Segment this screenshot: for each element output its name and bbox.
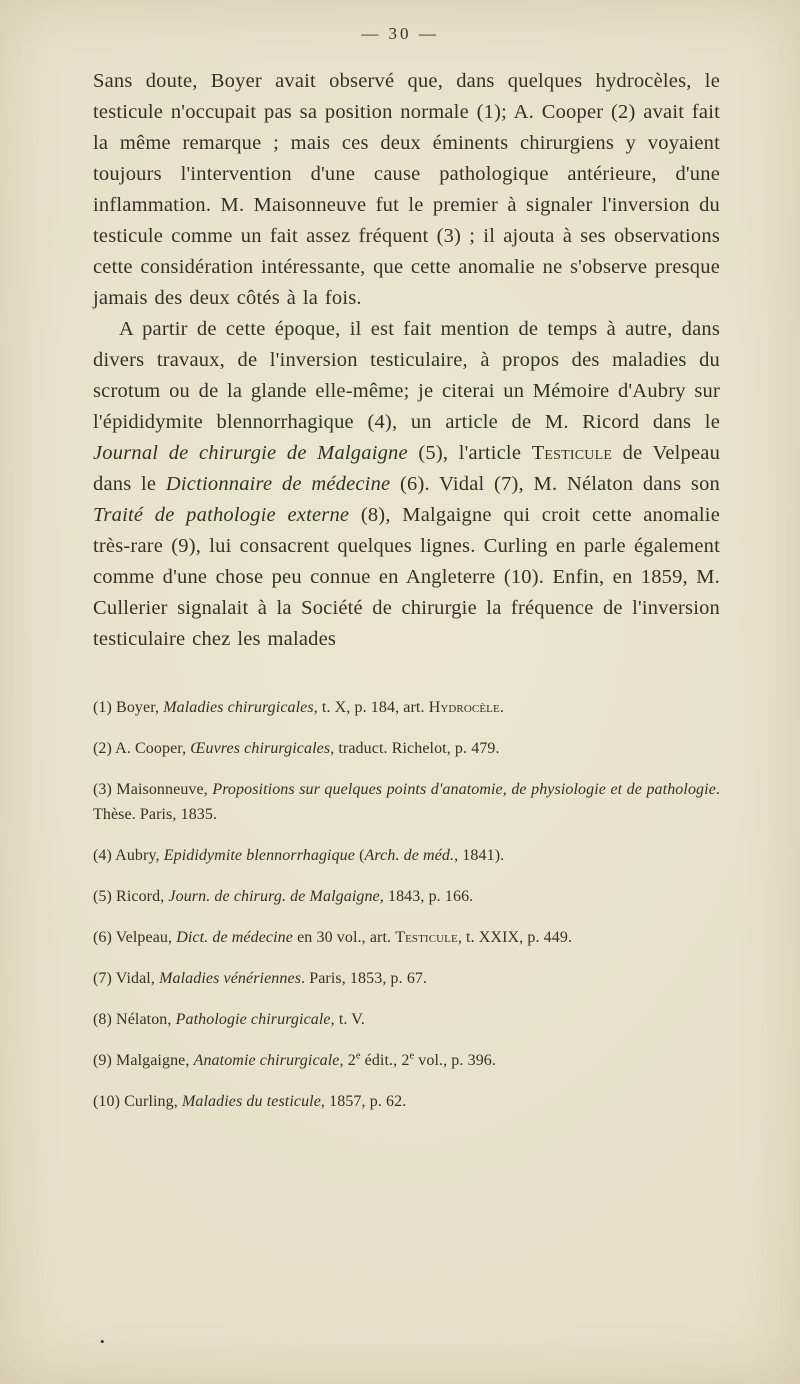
text-run: (1) Boyer, [93,699,164,716]
text-run: Hydrocèle [428,699,500,716]
text-run: (5), l'article [407,442,532,464]
paragraph [93,66,720,314]
text-run: (10) Curling, [93,1093,182,1110]
text-run: Journ. de chirurg. de Malgaigne [168,888,380,905]
text-run: de Velpeau dans le [93,442,721,495]
text-run: vol., p. 396. [414,1052,497,1069]
text-run: (3) Maisonneuve, [93,781,213,798]
text-run: Journal de chirurgie de Malgaigne [93,442,408,464]
footnote [93,925,720,950]
text-run: , 1843, p. 166. [379,888,474,905]
text-run: Traité de pathologie externe [93,504,350,526]
text-run: Dictionnaire de médecine [165,473,391,495]
text-run: , t. X, p. 184, art. [313,699,429,716]
footnote [93,966,720,991]
text-run: en 30 vol., art. [292,929,396,946]
text-run: édit., 2 [360,1052,410,1069]
footnote [93,1007,720,1032]
text-run: ( [355,847,365,864]
text-run: (6) Velpeau, [93,929,177,946]
footnote [93,736,720,761]
text-run: Anatomie chirurgicale [193,1052,340,1069]
footnotes [93,695,720,1114]
text-run: , 1857, p. 62. [320,1093,407,1110]
page-number: — 30 — [361,24,439,43]
text-run: (2) A. Cooper, [93,740,191,757]
text-run: Maladies chirurgicales [163,699,314,716]
text-run: . Paris, 1853, p. 67. [301,970,428,987]
text-run: Arch. de méd. [364,847,455,864]
footnote [93,843,720,868]
text-run: , t. V. [330,1011,365,1028]
text-run: (7) Vidal, [93,970,160,987]
text-run: Epididymite blennorrhagique [163,847,355,864]
text-run: (6). Vidal (7), M. Nélaton dans son [390,473,720,495]
text-block [93,66,720,1130]
text-run: Propositions sur quelques points d'anatomie, de physiologie et de pathologie [212,781,716,798]
text-run: (4) Aubry, [93,847,164,864]
text-run: . Thèse. Paris, 1835. [93,781,720,823]
text-run: e [409,1050,415,1062]
text-run: A partir de cette époque, il est fait mention de temps à autre, dans divers travaux, de l'inversion testiculaire, à propos des maladies du scrotum ou de la glande elle-même; je citerai un Mémoire d'Aubry sur l'épididymite blennorrhagique (4), un article de M. Ricord dans le [93,318,720,433]
text-run: (9) Malgaigne, [93,1052,194,1069]
text-run: Maladies vénériennes [159,970,302,987]
text-run: e [355,1050,361,1062]
text-run: Œuvres chirurgicales [190,740,331,757]
text-run: Testicule [531,442,613,464]
text-run: Maladies du testicule [181,1093,321,1110]
text-run: , t. XXIX, p. 449. [457,929,573,946]
text-run: Sans doute, Boyer avait observé que, dans quelques hydrocèles, le testicule n'occupait pas sa position normale (1); A. Cooper (2) avait fait la même remarque ; mais ces deux éminents chirurgiens y voyaient toujours l'intervention d'une cause pathologique antérieure, d'une inflammation. M. Maisonneuve fut le premier à signaler l'inversion du testicule comme un fait assez fréquent (3) ; il ajouta à ses observations cette considération intéressante, que cette anomalie ne s'observe presque jamais des deux côtés à la fois. [93,70,720,309]
ink-spot: • [100,1334,105,1349]
text-run: (5) Ricord, [93,888,169,905]
text-run: , traduct. Richelot, p. 479. [330,740,500,757]
footnote [93,1089,720,1114]
body-paragraphs [93,66,720,655]
text-run: Testicule [395,929,458,946]
footnote [93,1048,720,1073]
footnote [93,695,720,720]
text-run: Pathologie chirurgicale [175,1011,331,1028]
text-run: (8), Malgaigne qui croit cette anomalie très-rare (9), lui consacrent quelques lignes. Curling en parle également comme d'une chose peu connue en Angleterre (10). Enfin, en 1859, M. Cullerier signalait à la Société de chirurgie la fréquence de l'inversion testiculaire chez les malades [93,504,720,650]
text-run: (8) Nélaton, [93,1011,176,1028]
paragraph [93,314,720,655]
footnote [93,884,720,909]
text-run: Dict. de médecine [176,929,293,946]
text-run: , 2 [339,1052,356,1069]
footnote [93,777,720,827]
text-run: , 1841). [454,847,505,864]
text-run: . [499,699,504,716]
